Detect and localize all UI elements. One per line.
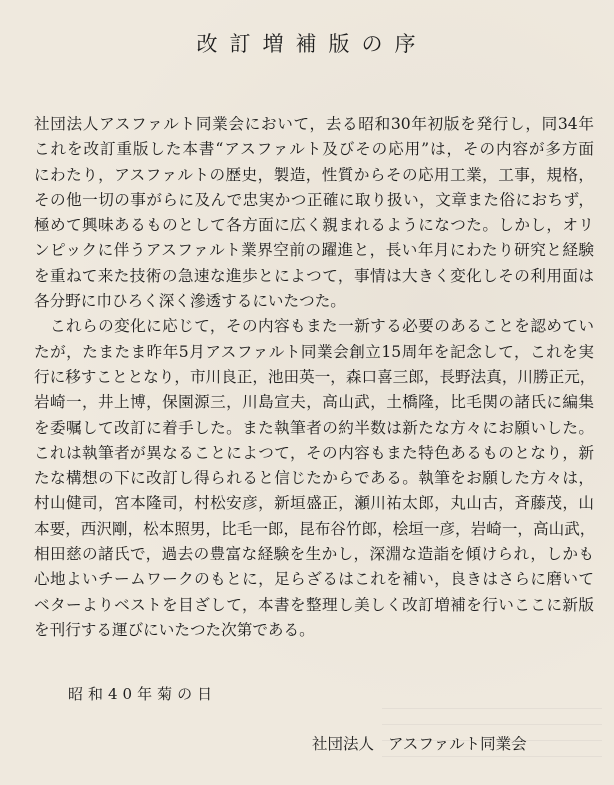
text-line: を委嘱して改訂に着手した。また執筆者の約半数は新たな方々にお願いした。 [34, 418, 594, 437]
signature-org: 社団法人 [312, 735, 375, 753]
paragraph-1 [34, 112, 594, 314]
document-title: 改訂増補版の序 [196, 32, 428, 56]
text-line: を重ねて来た技術の急速な進歩とによつて，事情は大きく変化しその利用面は [34, 266, 594, 285]
bleed-through-rule [382, 756, 602, 757]
text-line: を刊行する運びにいたつた次第である。 [34, 620, 315, 639]
signature-name: アスファルト同業会 [388, 735, 527, 753]
text-line: たな構想の下に改訂し得られると信じたからである。執筆をお願した方々は， [34, 469, 594, 488]
text-line: これは執筆者が異なることによつて，その内容もまた特色あるものとなり，新 [34, 443, 594, 462]
text-line: これらの変化に応じて，その内容もまた一新する必要のあることを認めてい [34, 317, 594, 336]
bleed-through-rule [382, 708, 602, 709]
preface-body [34, 112, 594, 643]
text-line: たが，たまたま昨年5月アスファルト同業会創立15周年を記念して，これを実 [34, 342, 594, 361]
text-line: 本要，西沢剛，松本照男，比毛一郎，昆布谷竹郎，桧垣一彦，岩崎一，高山武， [34, 519, 596, 538]
paragraph-2 [34, 314, 594, 643]
text-line: 心地よいチームワークのもとに，足らざるはこれを補い，良きはさらに磨いて [34, 570, 594, 589]
text-line: 村山健司，宮本隆司，村松安彦，新垣盛正，瀬川祐太郎，丸山古，斉藤茂，山 [34, 494, 594, 513]
text-line: 行に移すこととなり，市川良正，池田英一，森口喜三郎，長野法真，川勝正元， [34, 367, 596, 386]
bleed-through-rule [382, 740, 602, 741]
text-line: 相田慈の諸氏で，過去の豊富な経験を生かし，深淵な造詣を傾けられ，しかも [34, 545, 594, 564]
text-line: 各分野に巾ひろく深く滲透するにいたつた。 [34, 292, 346, 311]
text-line: にわたり，アスファルトの歴史，製造，性質からその応用工業，工事，規格， [34, 165, 594, 184]
text-line: 岩崎一，井上博，保園源三，川島宣夫，高山武，土橋隆，比毛関の諸氏に編集 [34, 393, 594, 412]
text-line: 極めて興味あるものとして各方面に広く親まれるようになつた。しかし，オリ [34, 216, 594, 235]
signature [312, 732, 527, 754]
date-line: 昭和40年菊の日 [68, 685, 218, 703]
text-line: ンピックに伴うアスファルト業界空前の躍進と，長い年月にわたり研究と経験 [34, 241, 594, 260]
text-line: 社団法人アスファルト同業会において，去る昭和30年初版を発行し，同34年 [34, 115, 594, 133]
text-line: その他一切の事がらに及んで忠実かつ正確に取り扱い，文章また俗におちず， [34, 190, 594, 209]
bleed-through-rule [382, 724, 602, 725]
text-line: これを改訂重版した本書“アスファルト及びその応用”は，その内容が多方面 [34, 140, 594, 159]
text-line: ベターよりベストを目ざして，本書を整理し美しく改訂増補を行いここに新版 [34, 595, 594, 614]
